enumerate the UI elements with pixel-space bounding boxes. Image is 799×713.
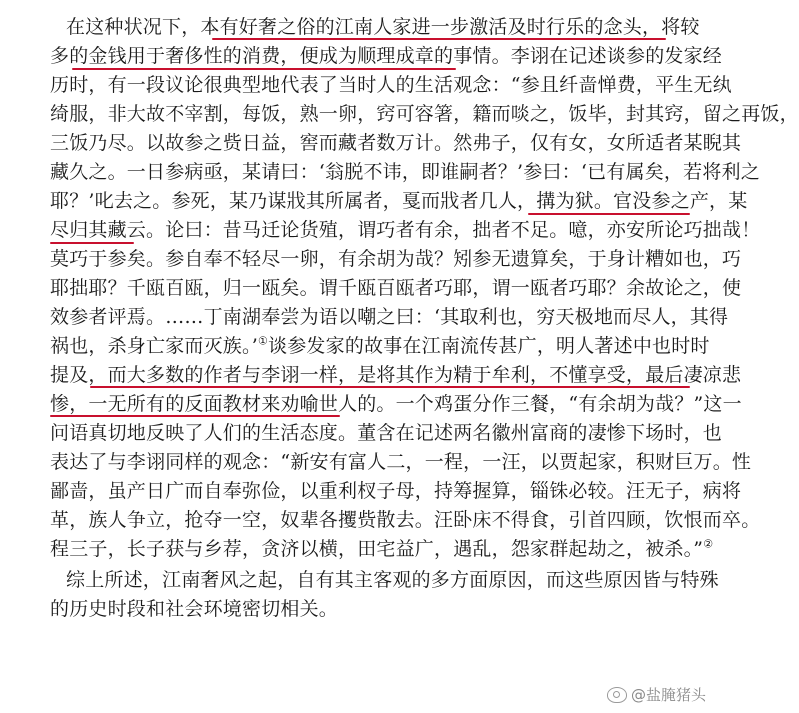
text-line-10: 耶拙耶？千瓯百瓯，归一瓯矣。谓千瓯百瓯者巧耶，谓一瓯者巧耶？余故论之，使 [50, 277, 742, 299]
underline-5 [90, 386, 690, 388]
text-line-8: 尽归其藏云。论曰：昔马迁论货殖，谓巧者有余，拙者不足。噫，亦安所论巧拙哉！ [50, 219, 761, 241]
text-line-12-tail: 谈参发家的故事在江南流传甚广，明人著述中也时时 [268, 335, 710, 357]
underline-2 [72, 68, 456, 70]
text-line-16: 表达了与李诩同样的观念：“新安有富人二，一程，一汪，以贾起家，积财巨万。性 [50, 451, 752, 473]
text-line-9: 莫巧于参矣。参自奉不轻尽一卵，有余胡为哉？矧参无遗算矣，于身计糟如也，巧 [50, 248, 742, 270]
text-line-13: 提及，而大多数的作者与李诩一样，是将其作为精于牟利，不懂享受，最后凄凉悲 [50, 364, 742, 386]
text-line-18: 革，族人争立，抢夺一空，奴辈各攫赀散去。汪卧床不得食，引首四顾，饮恨而卒。 [50, 509, 761, 531]
text-line-20: 综上所述，江南奢风之起，自有其主客观的多方面原因，而这些原因皆与特殊 [66, 569, 719, 591]
text-line-1: 在这种状况下，本有好奢之俗的江南人家进一步激活及时行乐的念头，将较 [66, 16, 700, 38]
underline-3 [528, 213, 690, 215]
text-line-21: 的历史时段和社会环境密切相关。 [50, 598, 339, 620]
footnote-marker-1: ① [257, 334, 269, 348]
text-line-19-text: 程三子，长子获与乡荐，贪济以横，田宅益广，遇乱，怨家群起劫之，被杀。” [50, 538, 704, 560]
text-line-5: 三饭乃尽。以故参之赀日益，窖而藏者数万计。然弗子，仅有女，女所适者某睨其 [50, 132, 742, 154]
text-line-3: 历时，有一段议论很典型地代表了当时人的生活观念：“参且纤啬惮费，平生无纨 [50, 74, 732, 96]
underline-1 [212, 38, 666, 40]
text-line-12-head: 祸也，杀身亡家而灭族。’ [50, 335, 258, 357]
weibo-watermark [607, 684, 706, 705]
watermark-text: @盐腌猪头 [630, 686, 706, 704]
text-line-17: 鄙啬，虽产日广而自奉弥俭，以重利杈子母，持筹握算，锱铢必较。汪无子，病将 [50, 480, 742, 502]
footnote-marker-2: ② [703, 537, 714, 551]
weibo-icon [607, 687, 627, 703]
text-line-19 [50, 536, 713, 562]
text-line-4: 绮服，非大故不宰割，每饭，熟一卵，窍可容箸，籍而啖之，饭毕，封其窍，留之再饭， [50, 103, 799, 125]
text-line-7: 耶？’叱去之。参死，某乃谋戕其所属者，戛而戕者几人，搆为狱。官没参之产，某 [50, 190, 748, 212]
underline-6 [50, 415, 340, 417]
text-line-14: 惨，一无所有的反面教材来劝喻世人的。一个鸡蛋分作三餐，“有余胡为哉？”这一 [50, 393, 742, 415]
text-line-6: 藏久之。一日参病亟，某请曰：‘翁脱不讳，即谁嗣者？’参曰：‘已有属矣，若将利之 [50, 161, 760, 183]
text-line-11: 效参者评焉。……丁南湖奉尝为语以嘲之曰：‘其取利也，穷天极地而尽人，其得 [50, 306, 729, 328]
underline-4 [50, 242, 134, 244]
text-line-12 [50, 333, 710, 359]
text-line-15: 问语真切地反映了人们的生活态度。董含在记述两名徽州富商的凄惨下场时，也 [50, 422, 723, 444]
text-line-2: 多的金钱用于奢侈性的消费，便成为顺理成章的事情。李诩在记述谈参的发家经 [50, 45, 723, 67]
